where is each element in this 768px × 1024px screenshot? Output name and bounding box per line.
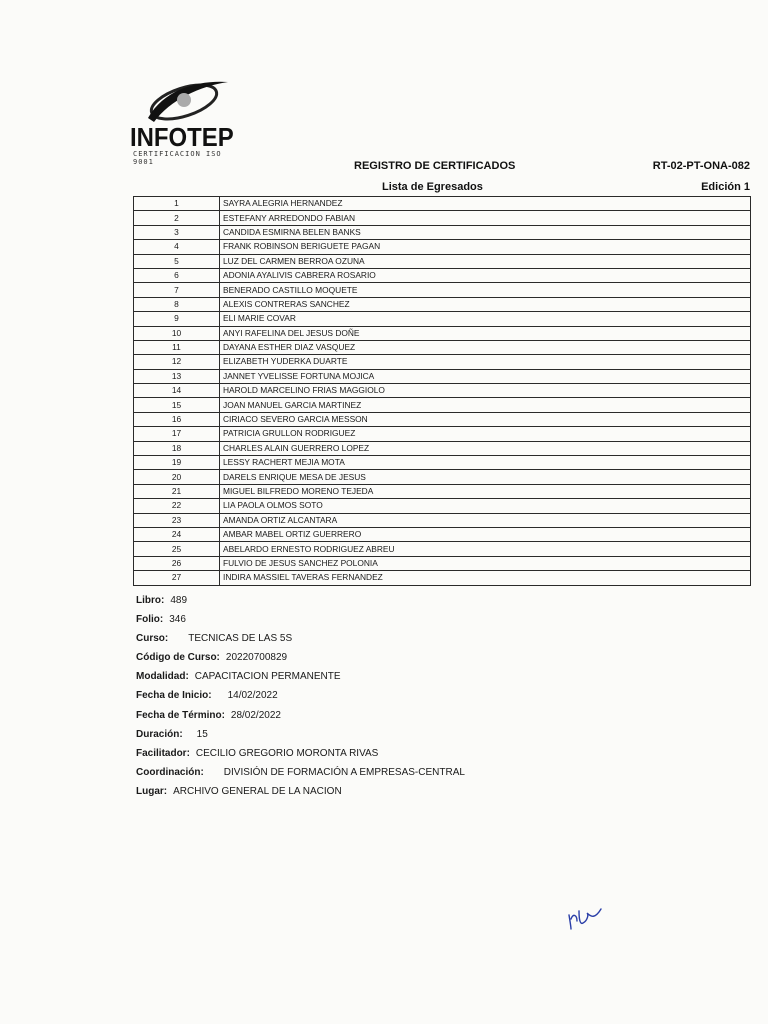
row-number: 14 [134,384,220,398]
table-row [134,527,751,541]
detail-libro [136,591,465,610]
graduate-name: SAYRA ALEGRIA HERNANDEZ [220,197,751,211]
graduate-name: LUZ DEL CARMEN BERROA OZUNA [220,254,751,268]
table-row [134,283,751,297]
table-row [134,297,751,311]
logo-wordmark: INFOTEP [130,122,234,152]
table-row [134,355,751,369]
row-number: 16 [134,412,220,426]
detail-value: 346 [169,614,186,626]
table-row [134,268,751,282]
row-number: 9 [134,312,220,326]
row-number: 5 [134,254,220,268]
detail-value: 28/02/2022 [230,709,281,721]
row-number: 11 [134,340,220,354]
table-row [134,225,751,239]
graduate-name: CANDIDA ESMIRNA BELEN BANKS [220,225,751,239]
graduate-name: FRANK ROBINSON BERIGUETE PAGAN [220,240,751,254]
table-row [134,499,751,513]
graduate-name: ANYI RAFELINA DEL JESUS DOÑE [220,326,751,340]
table-row [134,197,751,211]
graduate-name: FULVIO DE JESUS SANCHEZ POLONIA [220,556,751,570]
detail-label: Fecha de Término: [136,709,225,721]
row-number: 3 [134,225,220,239]
row-number: 23 [134,513,220,527]
detail-value: 14/02/2022 [227,690,278,702]
row-number: 26 [134,556,220,570]
detail-label: Folio: [136,614,164,626]
logo-tagline: CERTIFICACION ISO 9001 [133,150,222,166]
row-number: 13 [134,369,220,383]
graduate-name: LESSY RACHERT MEJIA MOTA [220,456,751,470]
detail-label: Código de Curso: [136,652,220,664]
table-row [134,254,751,268]
detail-modalidad [136,667,465,686]
table-row [134,412,751,426]
graduate-name: BENERADO CASTILLO MOQUETE [220,283,751,297]
graduate-name: HAROLD MARCELINO FRIAS MAGGIOLO [220,384,751,398]
detail-label: Libro: [136,595,165,606]
graduate-name: PATRICIA GRULLON RODRIGUEZ [220,427,751,441]
graduate-name: MIGUEL BILFREDO MORENO TEJEDA [220,484,751,498]
row-number: 18 [134,441,220,455]
row-number: 22 [134,499,220,513]
detail-value: DIVISIÓN DE FORMACIÓN A EMPRESAS-CENTRAL [223,766,465,778]
row-number: 2 [134,211,220,225]
table-row [134,384,751,398]
graduate-name: DAYANA ESTHER DIAZ VASQUEZ [220,340,751,354]
detail-value: 20220700829 [225,652,288,664]
graduate-name: ADONIA AYALIVIS CABRERA ROSARIO [220,268,751,282]
detail-value: TECNICAS DE LAS 5S [188,633,293,645]
document-title: REGISTRO DE CERTIFICADOS [354,160,516,172]
table-row [134,312,751,326]
table-row [134,398,751,412]
table-row [134,369,751,383]
detail-label: Coordinación: [136,766,204,778]
table-row [134,542,751,556]
graduate-name: ELI MARIE COVAR [220,312,751,326]
row-number: 15 [134,398,220,412]
graduate-name: CHARLES ALAIN GUERRERO LOPEZ [220,441,751,455]
infotep-logo [130,78,240,166]
document-subtitle: Lista de Egresados [382,181,483,193]
detail-inicio [136,686,465,705]
table-row [134,211,751,225]
row-number: 12 [134,355,220,369]
table-row [134,571,751,585]
table-row [134,427,751,441]
detail-folio [136,610,465,629]
detail-curso [136,629,465,648]
row-number: 27 [134,571,220,585]
graduate-name: ALEXIS CONTRERAS SANCHEZ [220,297,751,311]
graduate-name: LIA PAOLA OLMOS SOTO [220,499,751,513]
row-number: 8 [134,297,220,311]
table-row [134,326,751,340]
detail-duracion [136,725,465,744]
graduate-name: JOAN MANUEL GARCIA MARTINEZ [220,398,751,412]
row-number: 6 [134,268,220,282]
graduate-name: DARELS ENRIQUE MESA DE JESUS [220,470,751,484]
row-number: 19 [134,456,220,470]
detail-label: Curso: [136,633,169,645]
graduate-name: ESTEFANY ARREDONDO FABIAN [220,211,751,225]
detail-label: Modalidad: [136,671,189,683]
row-number: 20 [134,470,220,484]
row-number: 21 [134,484,220,498]
document-code: RT-02-PT-ONA-082 [652,160,750,172]
row-number: 25 [134,542,220,556]
detail-codigo [136,648,465,667]
graduate-name: ABELARDO ERNESTO RODRIGUEZ ABREU [220,542,751,556]
graduate-name: INDIRA MASSIEL TAVERAS FERNANDEZ [220,571,751,585]
detail-value: ARCHIVO GENERAL DE LA NACION [173,785,342,797]
row-number: 4 [134,240,220,254]
graduate-name: CIRIACO SEVERO GARCIA MESSON [220,412,751,426]
document-edition: Edición 1 [701,181,750,193]
row-number: 7 [134,283,220,297]
detail-lugar [136,782,465,801]
table-row [134,340,751,354]
detail-value: CAPACITACION PERMANENTE [194,671,341,683]
table-row [134,484,751,498]
detail-termino [136,706,465,725]
table-row [134,513,751,527]
detail-value: 15 [196,728,208,740]
detail-facilitador [136,744,465,763]
handwritten-initials [565,905,605,933]
detail-coordinacion [136,763,465,782]
graduate-name: AMBAR MABEL ORTIZ GUERRERO [220,527,751,541]
graduate-name: ELIZABETH YUDERKA DUARTE [220,355,751,369]
graduate-name: JANNET YVELISSE FORTUNA MOJICA [220,369,751,383]
detail-label: Facilitador: [136,747,190,759]
detail-label: Fecha de Inicio: [136,690,212,702]
course-details [136,591,465,801]
table-row [134,556,751,570]
detail-value: CECILIO GREGORIO MORONTA RIVAS [195,747,379,759]
row-number: 1 [134,197,220,211]
graduate-name: AMANDA ORTIZ ALCANTARA [220,513,751,527]
table-row [134,456,751,470]
row-number: 10 [134,326,220,340]
table-row [134,470,751,484]
table-row [134,441,751,455]
table-row [134,240,751,254]
detail-label: Duración: [136,728,183,740]
detail-value: 489 [170,595,188,606]
row-number: 17 [134,427,220,441]
row-number: 24 [134,527,220,541]
graduates-table [133,196,751,586]
detail-label: Lugar: [136,785,168,797]
logo-swoosh-icon [140,78,232,126]
